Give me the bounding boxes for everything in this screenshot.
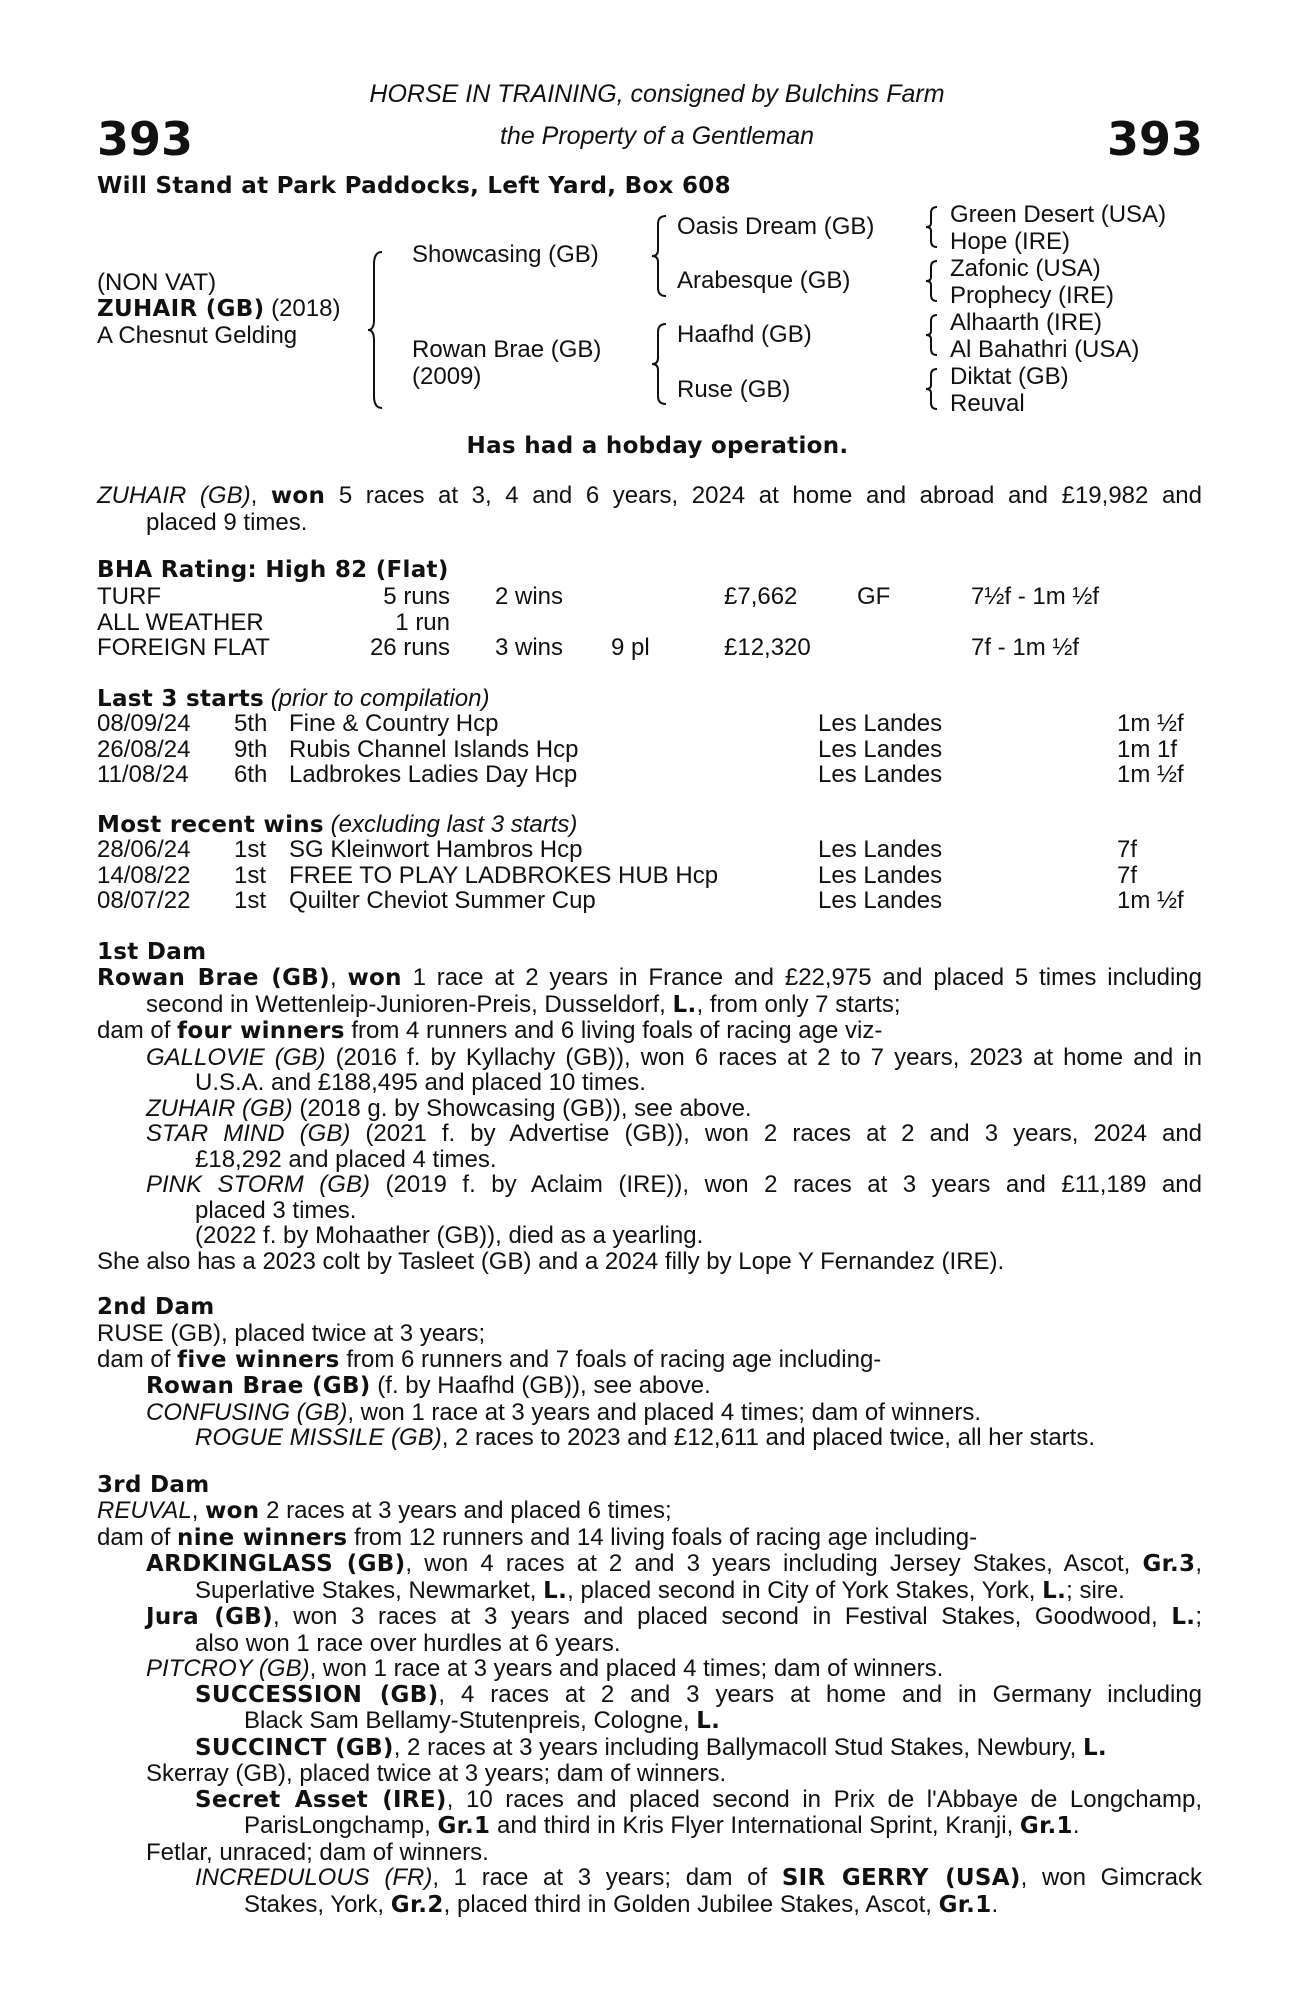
- last3-title: Last 3 starts: [97, 686, 265, 712]
- ardkinglass-l2-mid: , placed second in City of York Stakes, York,: [567, 1576, 1036, 1604]
- starmind-line-1: [97, 1121, 1202, 1147]
- succession-listed: L.: [696, 1708, 721, 1734]
- starmind-name: STAR MIND (GB): [146, 1120, 351, 1147]
- fetlar-line: Fetlar, unraced; dam of winners.: [146, 1838, 489, 1866]
- secretasset-l2-mid: and third in Kris Flyer International Sprint, Kranji,: [497, 1812, 1014, 1839]
- last3-pos: 6th: [234, 761, 268, 788]
- pitcroy-rest: , won 1 race at 3 years and placed 4 times; dam of winners.: [309, 1655, 944, 1682]
- secretasset-grade2: Gr.1: [1019, 1813, 1073, 1839]
- wins-heading: [97, 812, 577, 839]
- gen3-8: Reuval: [950, 390, 1025, 417]
- last3-race: Fine & Country Hcp: [289, 710, 499, 737]
- pinkstorm-line-2: placed 3 times.: [195, 1196, 357, 1224]
- dam3-section: [97, 1498, 1202, 1918]
- brace-gen3-svg: [925, 203, 939, 423]
- horse-name-line: [97, 296, 340, 322]
- rating-prize: £12,320: [724, 634, 811, 661]
- incredulous-grade2: Gr.2: [390, 1891, 444, 1918]
- pitcroy-line: [97, 1656, 1202, 1682]
- dam-year: (2009): [412, 363, 482, 390]
- ardkinglass-rest: , won 4 races at 2 and 3 years including Jersey Stakes, Ascot,: [405, 1550, 1131, 1577]
- secretasset-line-2: ParisLongchamp, Gr.1 and third in Kris Flyer International Sprint, Kranji, Gr.1.: [244, 1812, 1080, 1839]
- summary-line-1: ZUHAIR (GB), won 5 races at 3, 4 and 6 years, 2024 at home and abroad and £19,982 and: [97, 482, 1203, 509]
- dam1-l2-listed: L.: [672, 991, 697, 1018]
- sire-name: Showcasing (GB): [412, 241, 599, 268]
- wins-dist: 7f: [1117, 836, 1138, 863]
- succession-line-2: [97, 1708, 1202, 1735]
- incredulous-name: INCREDULOUS (FR): [195, 1864, 433, 1891]
- wins-race: Quilter Cheviot Summer Cup: [289, 887, 596, 914]
- succession-line-1: [97, 1682, 1202, 1709]
- rating-runs: 5 runs: [383, 583, 450, 610]
- dam3-line-2: [97, 1525, 1202, 1552]
- dam1-title: 1st Dam: [97, 939, 207, 965]
- horse-description: A Chesnut Gelding: [97, 322, 298, 349]
- summary-horse-name: ZUHAIR (GB): [97, 482, 251, 509]
- gallovie-line-2: U.S.A. and £188,495 and placed 10 times.: [195, 1069, 646, 1096]
- rating-going: GF: [857, 583, 891, 610]
- dam1-line-2: [97, 992, 1202, 1019]
- roguemissile-name: ROGUE MISSILE (GB): [195, 1424, 442, 1451]
- ardkinglass-l2-post: ; sire.: [1066, 1576, 1125, 1604]
- dam2-l2-pre: dam of: [97, 1345, 171, 1373]
- incredulous-line-2: Stakes, York, Gr.2, placed third in Golden Jubilee Stakes, Ascot, Gr.1.: [244, 1890, 999, 1918]
- dam3-l2-bold: nine winners: [177, 1524, 348, 1551]
- dam3-title: 3rd Dam: [97, 1472, 210, 1498]
- secretasset-grade1: Gr.1: [437, 1813, 491, 1839]
- reuval-won: won: [205, 1498, 260, 1524]
- yearling-line: (2022 f. by Mohaather (GB)), died as a yearling.: [195, 1222, 704, 1249]
- incredulous-grade1: Gr.1: [938, 1891, 992, 1918]
- dam2-l2-bold: five winners: [177, 1346, 340, 1373]
- dam3-l2-pre: dam of: [97, 1523, 171, 1551]
- succession-name: SUCCESSION (GB): [195, 1681, 439, 1708]
- rating-runs: 1 run: [395, 608, 450, 636]
- ardkinglass-l2-listed2: L.: [1042, 1577, 1067, 1604]
- brace-dam-svg: [652, 322, 670, 406]
- incredulous-line-1: [97, 1865, 1202, 1892]
- last3-dist: 1m ½f: [1117, 710, 1184, 737]
- rating-distance: 7½f - 1m ½f: [971, 583, 1100, 610]
- rating-distance: 7f - 1m ½f: [971, 634, 1080, 661]
- rating-surface: FOREIGN FLAT: [97, 634, 270, 661]
- horse-name: ZUHAIR (GB): [97, 296, 265, 322]
- last3-pos: 5th: [234, 710, 268, 737]
- last3-subtitle: (prior to compilation): [270, 685, 490, 712]
- reuval-rest: 2 races at 3 years and placed 6 times;: [266, 1497, 672, 1524]
- dam1-line-1: Rowan Brae (GB), won 1 race at 2 years in France and £22,975 and placed 5 times including: [97, 964, 1202, 991]
- succinct-listed: L.: [1082, 1734, 1107, 1761]
- secretasset-name: Secret Asset (IRE): [195, 1786, 447, 1813]
- jura-listed: L.: [1171, 1604, 1196, 1630]
- gen3-6: Al Bahathri (USA): [950, 336, 1140, 363]
- dam-sire: Haafhd (GB): [677, 321, 812, 348]
- last3-dist: 1m ½f: [1117, 761, 1184, 788]
- dam1-won: won: [347, 965, 402, 991]
- dam1-name: Rowan Brae (GB): [97, 965, 330, 991]
- last3-heading: [97, 686, 489, 713]
- roguemissile-rest: , 2 races to 2023 and £12,611 and placed twice, all her starts.: [441, 1424, 1095, 1451]
- rating-surface: TURF: [97, 583, 161, 610]
- dam1-l2-post: , from only 7 starts;: [696, 990, 901, 1018]
- dam2-l2-post: from 6 runners and 7 foals of racing age including-: [346, 1345, 882, 1373]
- last3-date: 08/09/24: [97, 710, 191, 737]
- rating-placed: 9 pl: [611, 634, 650, 661]
- rowanbrae-name: Rowan Brae (GB): [146, 1373, 371, 1399]
- wins-dist: 7f: [1117, 861, 1138, 889]
- dam1-l3-post: from 4 runners and 6 living foals of racing age viz-: [351, 1017, 883, 1044]
- wins-dist: 1m ½f: [1117, 887, 1184, 914]
- pinkstorm-line-1: [97, 1172, 1202, 1198]
- ardkinglass-grade: Gr.3: [1142, 1551, 1196, 1577]
- gen3-1: Green Desert (USA): [950, 201, 1167, 228]
- jura-line-1: Jura (GB), won 3 races at 3 years and placed second in Festival Stakes, Goodwood, L.;: [146, 1603, 1203, 1630]
- incredulous-l2-pre: Stakes, York,: [244, 1890, 385, 1918]
- dam3-line-1: REUVAL, won 2 races at 3 years and placed 6 times;: [97, 1497, 672, 1524]
- dam1-line-3: [97, 1018, 1202, 1045]
- race-summary: [97, 483, 1202, 535]
- gallovie-name: GALLOVIE (GB): [146, 1043, 326, 1071]
- reuval-name: REUVAL: [97, 1497, 192, 1524]
- gallovie-rest: (2016 f. by Kyllachy (GB)), won 6 races at 2 to 7 years, 2023 at home and in: [335, 1043, 1202, 1071]
- summary-won: won: [270, 483, 326, 509]
- hobday-note: Has had a hobday operation.: [466, 433, 849, 459]
- rating-prize: £7,662: [724, 583, 798, 610]
- wins-title: Most recent wins: [97, 812, 324, 838]
- secretasset-rest: , 10 races and placed second in Prix de l'Abbaye de Longchamp,: [446, 1785, 1202, 1813]
- skerray-line: Skerray (GB), placed twice at 3 years; dam of winners.: [146, 1760, 727, 1787]
- secretasset-l2-pre: ParisLongchamp,: [244, 1812, 431, 1839]
- succinct-rest: , 2 races at 3 years including Ballymacoll Stud Stakes, Newbury,: [393, 1733, 1077, 1761]
- dam-dam: Ruse (GB): [677, 376, 791, 403]
- brace-main-svg: [368, 250, 390, 410]
- gen3-7: Diktat (GB): [950, 363, 1069, 390]
- dam1-also-line: She also has a 2023 colt by Tasleet (GB) and a 2024 filly by Lope Y Fernandez (IRE).: [97, 1247, 1005, 1275]
- wins-pos: 1st: [234, 887, 267, 914]
- starmind-line-2: £18,292 and placed 4 times.: [195, 1145, 497, 1173]
- pinkstorm-name: PINK STORM (GB): [146, 1171, 370, 1198]
- gen3-5: Alhaarth (IRE): [950, 309, 1103, 336]
- dam2-line-2: [97, 1347, 1202, 1374]
- gallovie-line-1: [97, 1045, 1202, 1071]
- property-line: the Property of a Gentleman: [499, 122, 815, 150]
- dam1-section: [97, 965, 1202, 1274]
- stable-location: Will Stand at Park Paddocks, Left Yard, Box 608: [97, 173, 731, 199]
- last3-race: Rubis Channel Islands Hcp: [289, 735, 579, 763]
- jura-line-2: also won 1 race over hurdles at 6 years.: [195, 1629, 621, 1657]
- jura-name: Jura (GB): [146, 1604, 273, 1630]
- consignor-line: HORSE IN TRAINING, consigned by Bulchins Farm: [369, 80, 945, 108]
- succession-rest: , 4 races at 2 and 3 years at home and in Germany including: [438, 1680, 1203, 1708]
- rating-surface: ALL WEATHER: [97, 608, 264, 636]
- wins-race: SG Kleinwort Hambros Hcp: [289, 836, 583, 863]
- vat-status: (NON VAT): [97, 269, 217, 296]
- lot-number-right: 393: [1106, 112, 1203, 166]
- rowanbrae-rest: (f. by Haafhd (GB)), see above.: [377, 1372, 711, 1399]
- dam1-l3-bold: four winners: [177, 1018, 345, 1044]
- last3-course: Les Landes: [818, 761, 943, 788]
- succinct-line: [97, 1735, 1202, 1762]
- wins-date: 14/08/22: [97, 861, 191, 889]
- sire-dam: Arabesque (GB): [677, 267, 851, 294]
- secretasset-line-1: [97, 1787, 1202, 1814]
- last3-race: Ladbrokes Ladies Day Hcp: [289, 761, 578, 788]
- bha-rating-title: BHA Rating: High 82 (Flat): [97, 557, 449, 583]
- gen3-2: Hope (IRE): [950, 228, 1071, 255]
- horse-year: (2018): [271, 295, 341, 322]
- starmind-rest: (2021 f. by Advertise (GB)), won 2 races at 2 and 3 years, 2024 and: [365, 1120, 1203, 1147]
- dam1-l2-pre: second in Wettenleip-Junioren-Preis, Dusseldorf,: [146, 990, 666, 1018]
- pinkstorm-rest: (2019 f. by Aclaim (IRE)), won 2 races at 3 years and £11,189 and: [385, 1171, 1202, 1198]
- gen3-3: Zafonic (USA): [950, 255, 1101, 282]
- dam2-line-1: RUSE (GB), placed twice at 3 years;: [97, 1320, 486, 1347]
- wins-date: 08/07/22: [97, 887, 191, 914]
- jura-rest: , won 3 races at 3 years and placed second in Festival Stakes, Goodwood,: [272, 1603, 1158, 1630]
- succinct-name: SUCCINCT (GB): [195, 1734, 394, 1761]
- dam2-section: [97, 1321, 1202, 1451]
- wins-course: Les Landes: [818, 887, 943, 914]
- summary-line1-rest: 5 races at 3, 4 and 6 years, 2024 at home and abroad and £19,982 and: [338, 482, 1203, 509]
- confusing-line: [97, 1400, 1202, 1426]
- succession-l2: Black Sam Bellamy-Stutenpreis, Cologne,: [244, 1707, 690, 1734]
- zuhair-rest: (2018 g. by Showcasing (GB)), see above.: [299, 1094, 752, 1122]
- dam3-l2-post: from 12 runners and 14 living foals of racing age including-: [354, 1523, 978, 1551]
- ardkinglass-name: ARDKINGLASS (GB): [146, 1551, 406, 1577]
- last3-course: Les Landes: [818, 710, 943, 737]
- ardkinglass-line-2: [97, 1578, 1202, 1605]
- pitcroy-name: PITCROY (GB): [146, 1655, 310, 1682]
- last3-dist: 1m 1f: [1117, 735, 1178, 763]
- incredulous-rest: , 1 race at 3 years; dam of: [432, 1864, 768, 1891]
- wins-course: Les Landes: [818, 861, 943, 889]
- wins-date: 28/06/24: [97, 836, 191, 863]
- dam-name: Rowan Brae (GB): [412, 336, 602, 363]
- ardkinglass-l2-listed: L.: [543, 1577, 568, 1604]
- last3-course: Les Landes: [818, 735, 943, 763]
- ardkinglass-line-1: ARDKINGLASS (GB), won 4 races at 2 and 3 years including Jersey Stakes, Ascot, Gr.3,: [146, 1550, 1203, 1577]
- rowanbrae-line: [97, 1373, 1202, 1400]
- ardkinglass-l2-pre: Superlative Stakes, Newmarket,: [195, 1576, 537, 1604]
- sirgerry-name: SIR GERRY (USA): [781, 1865, 1021, 1891]
- dam1-l1-rest: 1 race at 2 years in France and £22,975 and placed 5 times including: [412, 964, 1202, 991]
- zuhair-name: ZUHAIR (GB): [146, 1094, 293, 1122]
- lot-number-left: 393: [97, 112, 194, 166]
- dam1-l3-pre: dam of: [97, 1017, 171, 1044]
- zuhair-line: [97, 1096, 1202, 1122]
- last3-date: 26/08/24: [97, 735, 191, 763]
- wins-race: FREE TO PLAY LADBROKES HUB Hcp: [289, 861, 719, 889]
- wins-course: Les Landes: [818, 836, 943, 863]
- last3-pos: 9th: [234, 735, 268, 763]
- rating-wins: 3 wins: [495, 634, 564, 661]
- gen3-4: Prophecy (IRE): [950, 282, 1115, 309]
- last3-date: 11/08/24: [97, 761, 189, 788]
- wins-subtitle: (excluding last 3 starts): [330, 811, 578, 838]
- confusing-rest: , won 1 race at 3 years and placed 4 times; dam of winners.: [347, 1398, 981, 1426]
- incredulous-rest2: , won Gimcrack: [1020, 1864, 1202, 1891]
- incredulous-l2-mid: , placed third in Golden Jubilee Stakes, Ascot,: [443, 1890, 932, 1918]
- dam2-title: 2nd Dam: [97, 1294, 215, 1320]
- rating-runs: 26 runs: [369, 634, 450, 661]
- confusing-name: CONFUSING (GB): [146, 1398, 348, 1426]
- sire-sire: Oasis Dream (GB): [677, 213, 875, 240]
- brace-sire-svg: [652, 214, 670, 298]
- wins-pos: 1st: [234, 836, 267, 863]
- wins-pos: 1st: [234, 861, 267, 889]
- summary-line-2: placed 9 times.: [146, 508, 308, 536]
- roguemissile-line: [97, 1425, 1202, 1451]
- rating-wins: 2 wins: [495, 583, 564, 610]
